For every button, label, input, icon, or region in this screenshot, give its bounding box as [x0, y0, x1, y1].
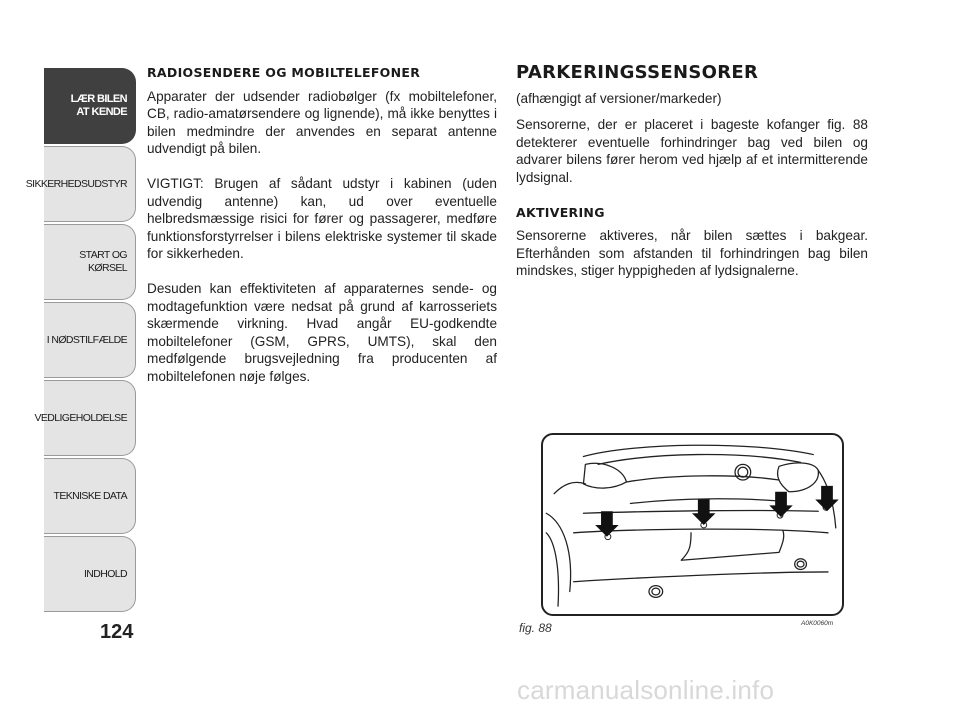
tab-tekniske-data[interactable]: [44, 458, 136, 534]
tab-label: START OG KØRSEL: [79, 249, 127, 274]
tab-i-nodstilfaelde[interactable]: [44, 302, 136, 378]
chapter-sidebar: [25, 68, 136, 614]
subtitle: (afhængigt af versioner/markeder): [516, 90, 722, 106]
body-paragraph: Apparater der udsender radiobølger (fx mobiltelefoner, CB, radio-amatørsendere og lignende), må ikke benyttes i bilen medmindre der anvendes en separat antenne udvendigt på bilen.: [147, 88, 497, 157]
radio-section: [147, 64, 497, 403]
figure-code: A0K0060m: [801, 620, 834, 627]
tab-label: I NØDSTILFÆLDE: [46, 333, 127, 346]
tab-laer-bilen-at-kende[interactable]: [44, 68, 136, 144]
watermark: carmanualsonline.info: [517, 675, 775, 705]
figure-car-rear: [541, 433, 844, 616]
body-paragraph: Desuden kan effektiviteten af apparaternes sende- og modtagefunktion være nedsat på grund af karrosseriets skærmende virkning. Hvad angår EU-godkendte mobiltelefoner (GSM, GPRS, UMTS), skal den medfølgende brugsvejledning fra producenten af mobiltelefonen nøje følges.: [147, 280, 497, 384]
car-rear-parking-sensors-illustration: [543, 435, 842, 614]
body-paragraph: Sensorerne, der er placeret i bageste kofanger fig. 88 detekterer eventuelle forhindringer bag ved bilen og advarer bilens fører herom ved hjælp af et intermitterende lydsignal.: [516, 117, 868, 185]
tab-indhold[interactable]: [44, 536, 136, 612]
figure-caption: fig. 88: [519, 621, 552, 635]
tab-label: VEDLIGEHOLDELSE: [34, 411, 127, 424]
tab-sikkerhedsudstyr[interactable]: [25, 146, 136, 222]
body-paragraph: VIGTIGT: Brugen af sådant udstyr i kabinen (uden udvendig antenne) kan, ud over eventuelle helbredsmæssige risici for fører og passagerer, medføre funktionsforstyrrelser i bilens elektriske systemer til skade for sikkerheden.: [147, 175, 497, 262]
tab-label: INDHOLD: [83, 567, 127, 580]
parking-sensor-section: [516, 64, 868, 297]
tab-label: LÆR BILEN AT KENDE: [70, 93, 127, 118]
tab-start-og-korsel[interactable]: [44, 224, 136, 300]
tab-label: TEKNISKE DATA: [53, 489, 127, 502]
tab-label: SIKKERHEDSUDSTYR: [25, 177, 127, 190]
body-paragraph: Sensorerne aktiveres, når bilen sættes i bakgear. Efterhånden som afstanden til forhindringen bag bilen mindskes, stiger hyppigheden af lydsignalerne.: [516, 228, 868, 279]
section-heading: AKTIVERING: [516, 204, 605, 220]
page-number: 124: [100, 621, 134, 643]
section-heading: RADIOSENDERE OG MOBILTELEFONER: [147, 65, 421, 80]
page-title: PARKERINGSSENSORER: [516, 62, 759, 83]
tab-vedligeholdelse[interactable]: [34, 380, 136, 456]
